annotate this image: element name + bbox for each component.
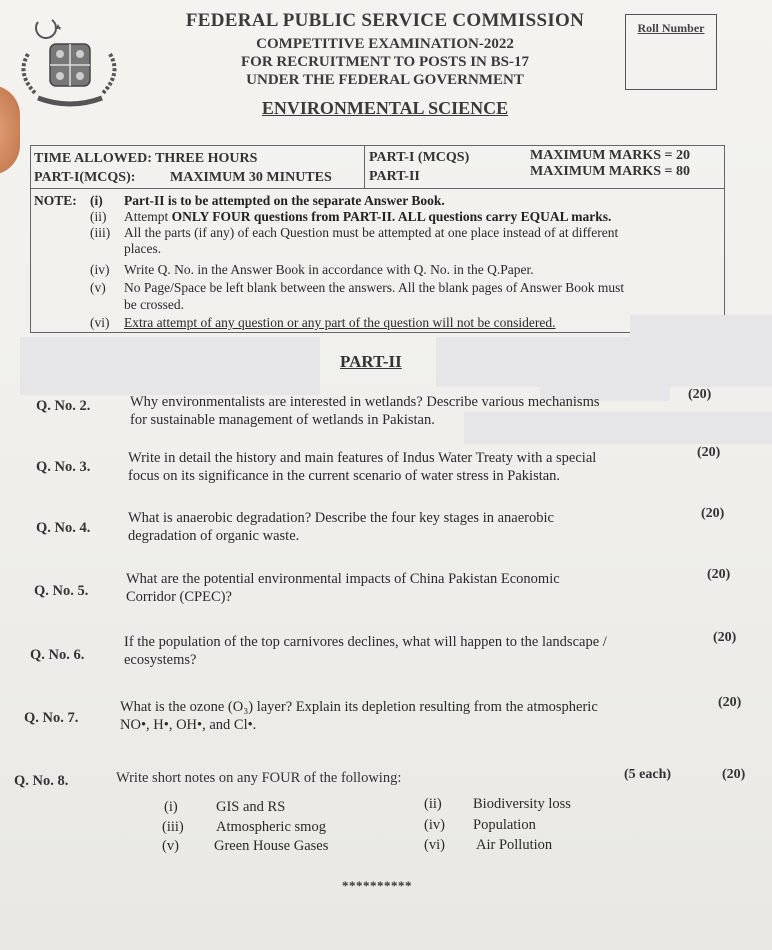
question-marks: (20) [688,387,712,402]
question-marks: (20) [697,445,721,460]
max-marks-part1: MAXIMUM MARKS = 20 [530,148,691,163]
sub-item-number: (i) [164,799,178,815]
question-number: Q. No. 6. [30,647,85,663]
question-text: Why environmentalists are interested in wetlands? Describe various mechanisms for sustainable management of wetlands in Pakistan. [130,394,600,428]
note-num: (i) [90,193,103,208]
question-text: What is the ozone (O₃) layer? Explain its depletion resulting from the atmospheric NO•, H•, OH•, and Cl•. [120,699,598,733]
redaction-block [20,337,320,395]
sub-item-label: Atmospheric smog [216,819,326,835]
question-number: Q. No. 2. [36,398,91,414]
redaction-block [436,337,772,387]
note-num: (v) [90,280,106,295]
sub-item-number: (iii) [162,819,184,835]
question-text: What are the potential environmental impacts of China Pakistan Economic Corridor (CPEC)? [126,571,560,605]
question-number: Q. No. 3. [36,459,91,475]
part1-time-value: MAXIMUM 30 MINUTES [170,170,332,185]
question-marks: (20) [713,630,737,645]
sub-item-number: (vi) [424,837,445,853]
note-num: (vi) [90,315,110,330]
part1-label: PART-I (MCQS) [369,150,470,165]
sub-item-label: Green House Gases [214,838,329,854]
sub-item-number: (ii) [424,796,442,812]
max-marks-part2: MAXIMUM MARKS = 80 [530,164,691,179]
commission-title: FEDERAL PUBLIC SERVICE COMMISSION [185,10,585,31]
recruitment-line: FOR RECRUITMENT TO POSTS IN BS-17 [241,54,529,70]
part2-label: PART-II [369,169,420,184]
part-heading: PART-II [340,352,402,371]
exam-title: COMPETITIVE EXAMINATION-2022 [256,36,514,52]
note-item: Write Q. No. in the Answer Book in accordance with Q. No. in the Q.Paper. [124,262,534,277]
note-item: Attempt ONLY FOUR questions from PART-II. ALL questions carry EQUAL marks. [124,209,612,224]
roll-number-box [625,14,717,90]
divider [31,188,724,189]
note-num: (ii) [90,209,107,224]
divider [364,146,365,188]
note-item-cont: be crossed. [124,297,184,312]
question-marks: (20) [718,695,742,710]
note-item: Part-II is to be attempted on the separate Answer Book. [124,193,445,208]
note-item: All the parts (if any) of each Question must be attempted at one place instead of at different [124,225,619,240]
sub-item-label: Air Pollution [476,837,553,853]
question-marks: (20) [701,506,725,521]
note-item-cont: places. [124,241,162,256]
government-emblem [8,14,130,108]
sub-item-label: Biodiversity loss [473,796,571,812]
question-number: Q. No. 7. [24,710,79,726]
note-item: No Page/Space be left blank between the answers. All the blank pages of Answer Book must [124,280,625,295]
question-each-marks: (5 each) [624,767,672,782]
note-item: Extra attempt of any question or any part of the question will not be considered. [124,315,556,330]
sub-item-label: GIS and RS [216,799,286,815]
sub-item-number: (iv) [424,817,445,833]
question-text: If the population of the top carnivores declines, what will happen to the landscape / ecosystems? [124,634,607,668]
sub-item-number: (v) [162,838,179,854]
question-marks: (20) [707,567,731,582]
question-marks: (20) [722,767,746,782]
time-allowed: TIME ALLOWED: THREE HOURS [34,151,258,166]
question-number: Q. No. 5. [34,583,89,599]
note-label: NOTE: [34,193,77,208]
question-text: Write in detail the history and main features of Indus Water Treaty with a special focus on its significance in the current scenario of water stress in Pakistan. [128,450,597,484]
question-number: Q. No. 8. [14,773,69,789]
sub-item-label: Population [473,817,536,833]
question-number: Q. No. 4. [36,520,91,536]
end-marker: ********** [342,878,412,893]
part1-time-label: PART-I(MCQS): [34,170,136,185]
redaction-block [630,315,772,340]
government-line: UNDER THE FEDERAL GOVERNMENT [246,72,524,88]
question-text: What is anaerobic degradation? Describe the four key stages in anaerobic degradation of organic waste. [128,510,554,544]
roll-number-label: Roll Number [637,21,705,35]
question-text: Write short notes on any FOUR of the following: [116,770,402,786]
note-num: (iv) [90,262,110,277]
subject-title: ENVIRONMENTAL SCIENCE [261,98,509,118]
note-num: (iii) [90,225,111,240]
